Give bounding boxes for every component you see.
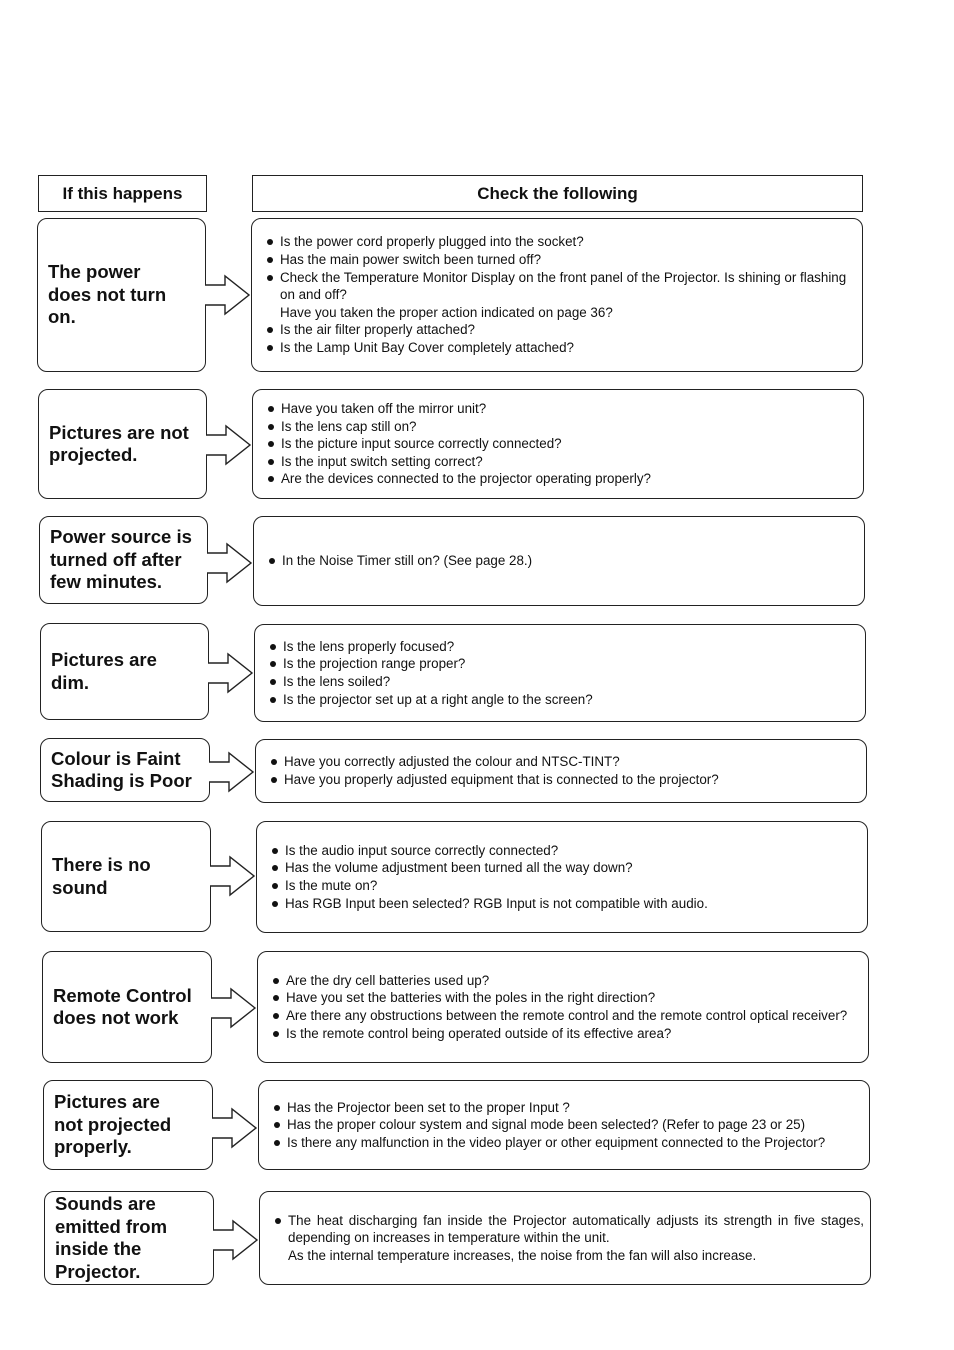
arrow-right-icon <box>209 749 255 795</box>
symptom-text: Power source is turned off after few minutes. <box>50 526 192 593</box>
column-header-check-the-following <box>252 175 863 212</box>
checklist-box-not-properly <box>258 1080 870 1170</box>
check-item: Is the lens cap still on? <box>267 418 857 436</box>
symptom-box-not-projected <box>38 389 207 499</box>
check-note: Have you taken the proper action indicated on page 36? <box>280 304 613 320</box>
arrow-right-icon <box>206 422 252 468</box>
checklist-box-not-projected <box>252 389 864 499</box>
check-item: Has RGB Input been selected? RGB Input is not compatible with audio. <box>271 895 861 913</box>
check-note: As the internal temperature increases, the noise from the fan will also increase. <box>288 1247 757 1263</box>
column-header-if-this-happens <box>38 175 207 212</box>
check-item: Check the Temperature Monitor Display on the front panel of the Projector. Is shining or flashing on and off? Have you taken the proper action indicated on page 36? <box>266 269 856 322</box>
arrow-right-icon <box>207 540 253 586</box>
arrow-right-icon <box>205 272 251 318</box>
checklist-box-colour <box>255 739 867 803</box>
check-item: Is the air filter properly attached? <box>266 321 856 339</box>
checklist-box-power <box>251 218 863 372</box>
column-header-left-label: If this happens <box>62 183 183 203</box>
arrow-right-icon <box>211 985 257 1031</box>
symptom-text: Pictures are not projected. <box>49 421 189 465</box>
symptom-box-dim <box>40 623 209 720</box>
check-item: Is the mute on? <box>271 877 861 895</box>
check-item: Have you set the batteries with the poles in the right direction? <box>272 989 862 1007</box>
check-item: In the Noise Timer still on? (See page 28.) <box>268 552 858 570</box>
check-item: Is the picture input source correctly connected? <box>267 435 857 453</box>
check-item: Is the lens soiled? <box>269 673 859 691</box>
check-item: Are there any obstructions between the remote control and the remote control optical receiver? <box>272 1007 862 1025</box>
symptom-box-no-sound <box>41 821 211 932</box>
check-item: Is the input switch setting correct? <box>267 453 857 471</box>
arrow-right-icon <box>208 650 254 696</box>
check-item: Has the volume adjustment been turned all the way down? <box>271 859 861 877</box>
arrow-right-icon <box>210 853 256 899</box>
checklist-box-sounds <box>259 1191 871 1285</box>
symptom-box-sounds <box>44 1191 214 1285</box>
symptom-text: Pictures are not projected properly. <box>54 1091 172 1158</box>
check-item: Is the power cord properly plugged into the socket? <box>266 233 856 251</box>
symptom-box-power-off <box>39 516 208 604</box>
check-item: Is the Lamp Unit Bay Cover completely attached? <box>266 339 856 357</box>
symptom-box-colour <box>40 738 210 802</box>
check-item: Is the audio input source correctly connected? <box>271 842 861 860</box>
symptom-box-power <box>37 218 206 372</box>
check-item: Have you correctly adjusted the colour and NTSC-TINT? <box>270 753 860 771</box>
check-item: Is the remote control being operated outside of its effective area? <box>272 1025 862 1043</box>
check-item: Is the lens properly focused? <box>269 638 859 656</box>
checklist-box-dim <box>254 624 866 722</box>
checklist-box-power-off <box>253 516 865 606</box>
symptom-text: Colour is Faint Shading is Poor <box>51 747 192 791</box>
checklist-box-no-sound <box>256 821 868 933</box>
symptom-box-remote <box>42 951 212 1063</box>
check-item: Have you properly adjusted equipment that is connected to the projector? <box>270 771 860 789</box>
check-item: Is the projection range proper? <box>269 655 859 673</box>
check-item: Is there any malfunction in the video player or other equipment connected to the Projector? <box>273 1134 863 1152</box>
check-item: Has the Projector been set to the proper Input ? <box>273 1099 863 1117</box>
check-item: Have you taken off the mirror unit? <box>267 400 857 418</box>
symptom-text: There is no sound <box>52 854 151 898</box>
column-header-right-label: Check the following <box>477 183 638 203</box>
symptom-text: Remote Control does not work <box>53 984 192 1028</box>
symptom-text: Sounds are emitted from inside the Projector. <box>55 1193 168 1282</box>
check-item: The heat discharging fan inside the Projector automatically adjusts its strength in five stages, depending on increases in temperature within the unit. As the internal temperature increases, the noise from the fan will also increase. <box>274 1212 864 1265</box>
check-item: Is the projector set up at a right angle to the screen? <box>269 691 859 709</box>
symptom-text: Pictures are dim. <box>51 649 157 693</box>
check-item: Are the dry cell batteries used up? <box>272 972 862 990</box>
arrow-right-icon <box>212 1105 258 1151</box>
symptom-box-not-properly <box>43 1080 213 1170</box>
check-item: Are the devices connected to the projector operating properly? <box>267 470 857 488</box>
check-item: Has the proper colour system and signal mode been selected? (Refer to page 23 or 25) <box>273 1116 863 1134</box>
symptom-text: The power does not turn on. <box>48 261 167 328</box>
checklist-box-remote <box>257 951 869 1063</box>
check-item: Has the main power switch been turned off? <box>266 251 856 269</box>
arrow-right-icon <box>213 1217 259 1263</box>
